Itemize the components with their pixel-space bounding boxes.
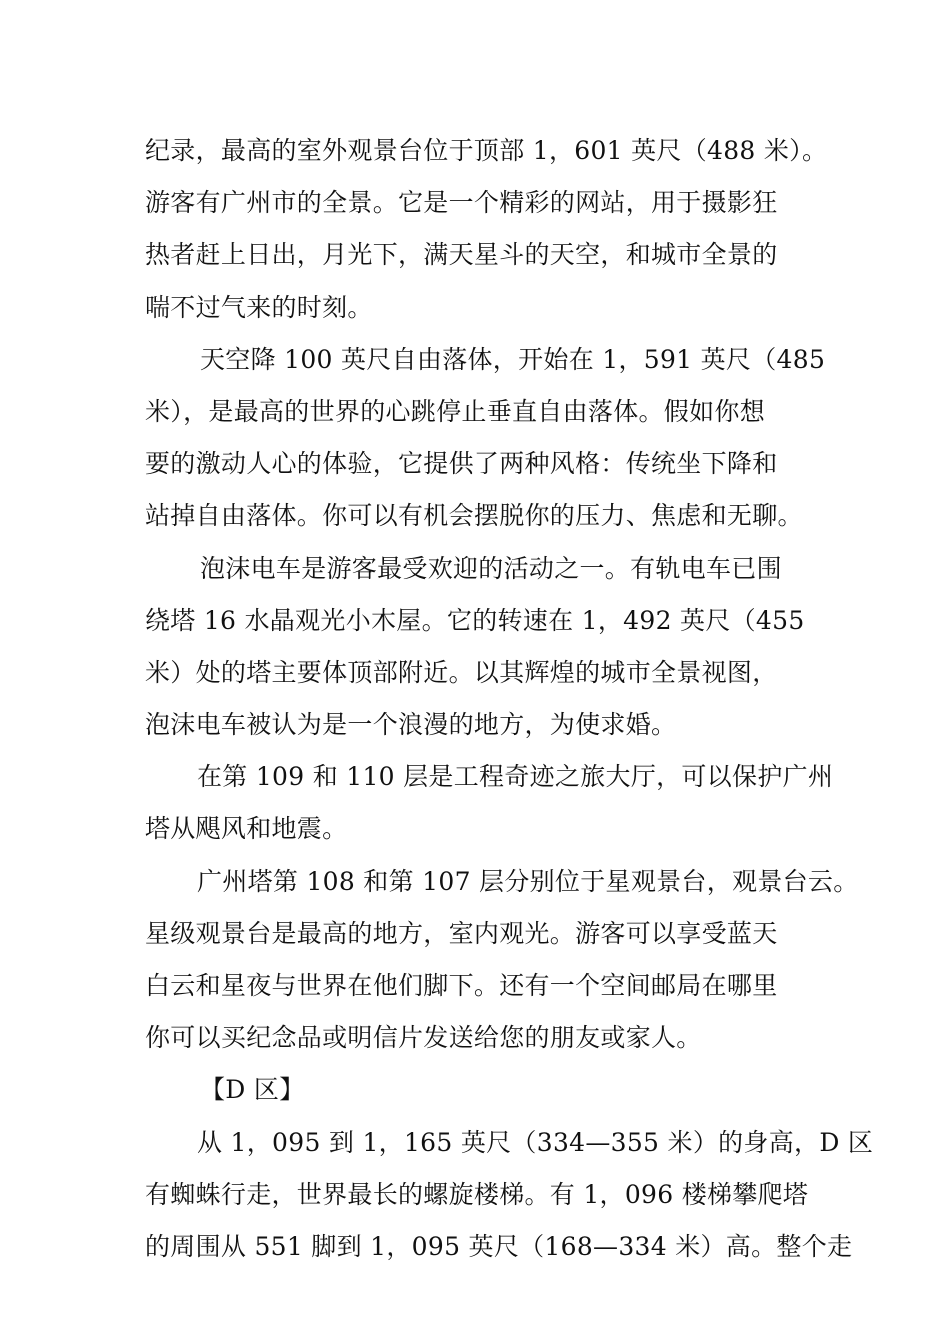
text-line: 站掉自由落体。你可以有机会摆脱你的压力、焦虑和无聊。 [145,501,803,531]
document-body [145,125,874,1273]
paragraph-start-line: 泡沫电车是游客最受欢迎的活动之一。有轨电车已围 [200,553,782,583]
text-line: 有蜘蛛行走，世界最长的螺旋楼梯。有 1，096 楼梯攀爬塔 [145,1179,809,1209]
text-line: 喘不过气来的时刻。 [145,292,373,322]
paragraph-start-line: 天空降 100 英尺自由落体，开始在 1，591 英尺（485 [200,344,826,374]
paragraph-start-line: 在第 109 和 110 层是工程奇迹之旅大厅，可以保护广州 [197,762,834,792]
text-line: 的周围从 551 脚到 1，095 英尺（168—334 米）高。整个走 [145,1231,853,1261]
paragraph-start-line: 广州塔第 108 和第 107 层分别位于星观景台，观景台云。 [197,866,859,896]
text-line: 米）处的塔主要体顶部附近。以其辉煌的城市全景视图， [145,657,778,687]
text-line: 塔从飓风和地震。 [145,814,348,844]
text-line: 要的激动人心的体验，它提供了两种风格：传统坐下降和 [145,449,778,479]
section-heading: 【D 区】 [200,1075,305,1105]
text-line: 米），是最高的世界的心跳停止垂直自由落体。假如你想 [145,396,766,426]
text-line: 纪录，最高的室外观景台位于顶部 1，601 英尺（488 米）。 [145,136,828,165]
text-line: 泡沫电车被认为是一个浪漫的地方，为使求婚。 [145,710,677,740]
text-line: 热者赶上日出，月光下，满天星斗的天空，和城市全景的 [145,240,778,270]
text-line: 星级观景台是最高的地方，室内观光。游客可以享受蓝天 [145,918,778,948]
text-line: 绕塔 16 水晶观光小木屋。它的转速在 1，492 英尺（455 [145,605,805,635]
paragraph-start-line: 从 1，095 到 1，165 英尺（334—355 米）的身高，D 区 [197,1127,874,1157]
text-line: 白云和星夜与世界在他们脚下。还有一个空间邮局在哪里 [145,971,778,1000]
text-line: 游客有广州市的全景。它是一个精彩的网站，用于摄影狂 [145,188,778,218]
text-line: 你可以买纪念品或明信片发送给您的朋友或家人。 [145,1023,702,1053]
